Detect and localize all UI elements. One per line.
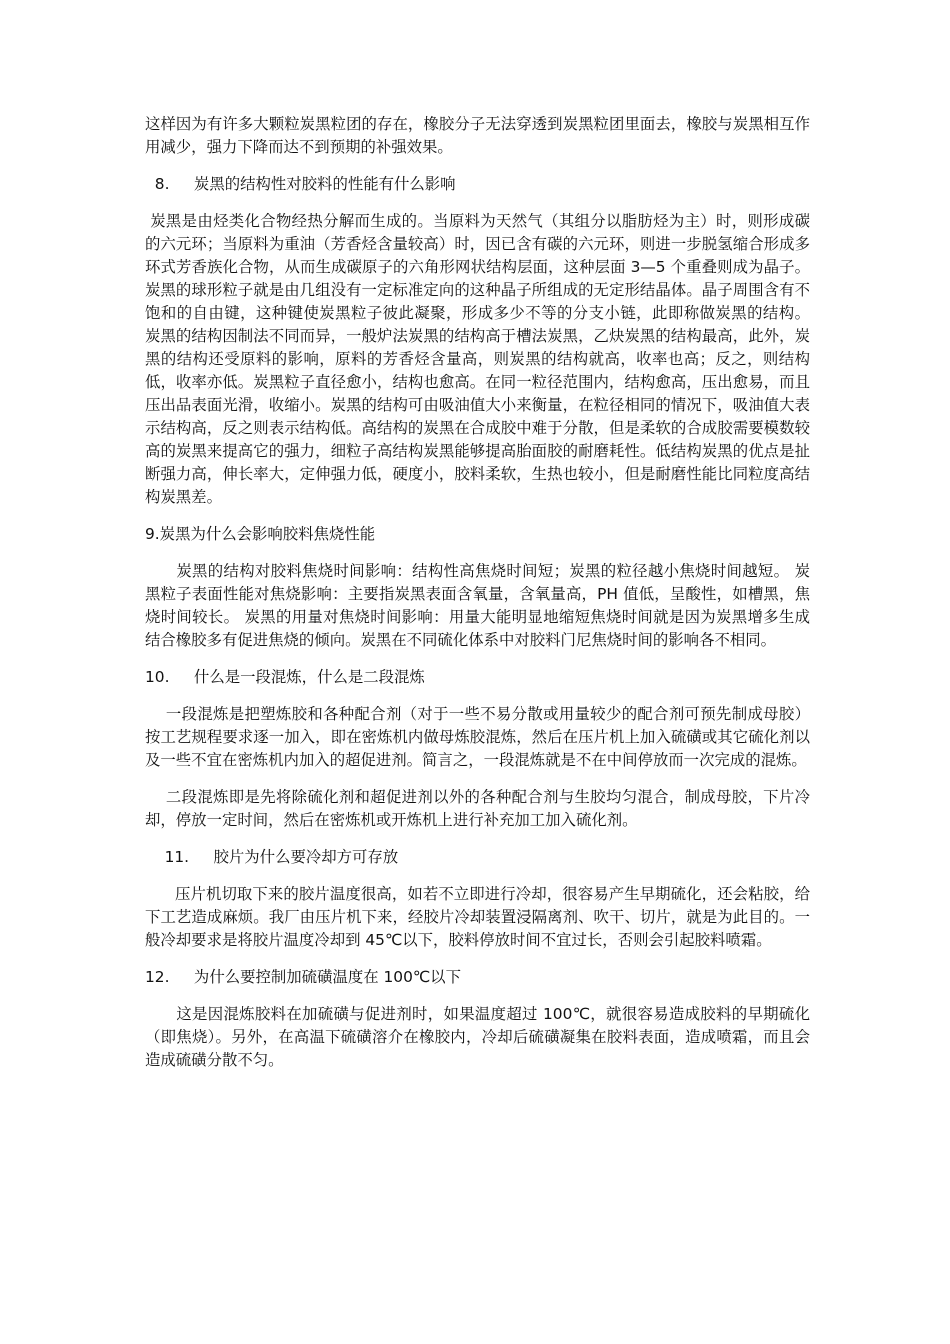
paragraph-carbon-black-aggregates: 这样因为有许多大颗粒炭黑粒团的存在，橡胶分子无法穿透到炭黑粒团里面去，橡胶与炭黑相互作用减少，强力下降而达不到预期的补强效果。 [145, 115, 810, 156]
paragraph-two-stage-mixing: 二段混炼即是先将除硫化剂和超促进剂以外的各种配合剂与生胶均匀混合，制成母胶，下片冷却，停放一定时间，然后在密炼机或开炼机上进行补充加工加入硫化剂。 [145, 788, 810, 829]
heading-question-11: 11. 胶片为什么要冷却方可存放 [145, 848, 399, 866]
paragraph-carbon-black-structure: 炭黑是由烃类化合物经热分解而生成的。当原料为天然气（其组分以脂肪烃为主）时，则形成碳的六元环；当原料为重油（芳香烃含量较高）时，因已含有碳的六元环，则进一步脱氢缩合形成多环式芳香族化合物，从而生成碳原子的六角形网状结构层面，这种层面 3—5 个重叠则成为晶子。炭黑的球形粒子就是由几组没有一定标准定向的这种晶子所组成的无定形结晶体。晶子周围含有不饱和的自由键，这种键使炭黑粒子彼此凝聚，形成多少不等的分支小链，此即称做炭黑的结构。 炭黑的结构因制法不同而异，一般炉法炭黑的结构高于槽法炭黑，乙炔炭黑的结构最高，此外，炭黑的结构还受原料的影响，原料的芳香烃含量高，则炭黑的结构就高，收率也高；反之，则结构低，收率亦低。炭黑粒子直径愈小，结构也愈高。在同一粒径范围内，结构愈高，压出愈易，而且压出品表面光滑，收缩小。炭黑的结构可由吸油值大小来衡量，在粒径相同的情况下，吸油值大表示结构高，反之则表示结构低。高结构的炭黑在合成胶中难于分散，但是柔软的合成胶需要模数较高的炭黑来提高它的强力，细粒子高结构炭黑能够提高胎面胶的耐磨耗性。低结构炭黑的优点是扯断强力高，伸长率大，定伸强力低，硬度小，胶料柔软，生热也较小，但是耐磨性能比同粒度高结构炭黑差。 [145, 212, 820, 506]
paragraph-scorch-performance: 炭黑的结构对胶料焦烧时间影响：结构性高焦烧时间短；炭黑的粒径越小焦烧时间越短。 炭黑粒子表面性能对焦烧影响：主要指炭黑表面含氧量，含氧量高，PH 值低，呈酸性，如槽黑，焦烧时间较长。 炭黑的用量对焦烧时间影响：用量大能明显地缩短焦烧时间就是因为炭黑增多生成结合橡胶多有促进焦烧的倾向。炭黑在不同硫化体系中对胶料门尼焦烧时间的影响各不相同。 [145, 562, 810, 649]
paragraph-single-stage-mixing: 一段混炼是把塑炼胶和各种配合剂（对于一些不易分散或用量较少的配合剂可预先制成母胶）按工艺规程要求逐一加入，即在密炼机内做母炼胶混炼，然后在压片机上加入硫磺或其它硫化剂以及一些不宜在密炼机内加入的超促进剂。简言之，一段混炼就是不在中间停放而一次完成的混炼。 [145, 705, 810, 769]
paragraph-sulfur-temperature: 这是因混炼胶料在加硫磺与促进剂时，如果温度超过 100℃，就很容易造成胶料的早期硫化（即焦烧）。另外，在高温下硫磺溶介在橡胶内，冷却后硫磺凝集在胶料表面，造成喷霜，而且会造成硫磺分散不匀。 [145, 1005, 810, 1069]
heading-question-8: 8. 炭黑的结构性对胶料的性能有什么影响 [145, 175, 456, 193]
heading-question-10: 10. 什么是一段混炼，什么是二段混炼 [145, 668, 425, 686]
heading-question-12: 12. 为什么要控制加硫磺温度在 100℃以下 [145, 968, 461, 986]
document-page [145, 113, 820, 1072]
heading-question-9: 9.炭黑为什么会影响胶料焦烧性能 [145, 525, 376, 543]
paragraph-sheet-cooling: 压片机切取下来的胶片温度很高，如若不立即进行冷却，很容易产生早期硫化，还会粘胶，给下工艺造成麻烦。我厂由压片机下来，经胶片冷却装置浸隔离剂、吹干、切片，就是为此目的。一般冷却要求是将胶片温度冷却到 45℃以下，胶料停放时间不宜过长，否则会引起胶料喷霜。 [145, 885, 810, 949]
